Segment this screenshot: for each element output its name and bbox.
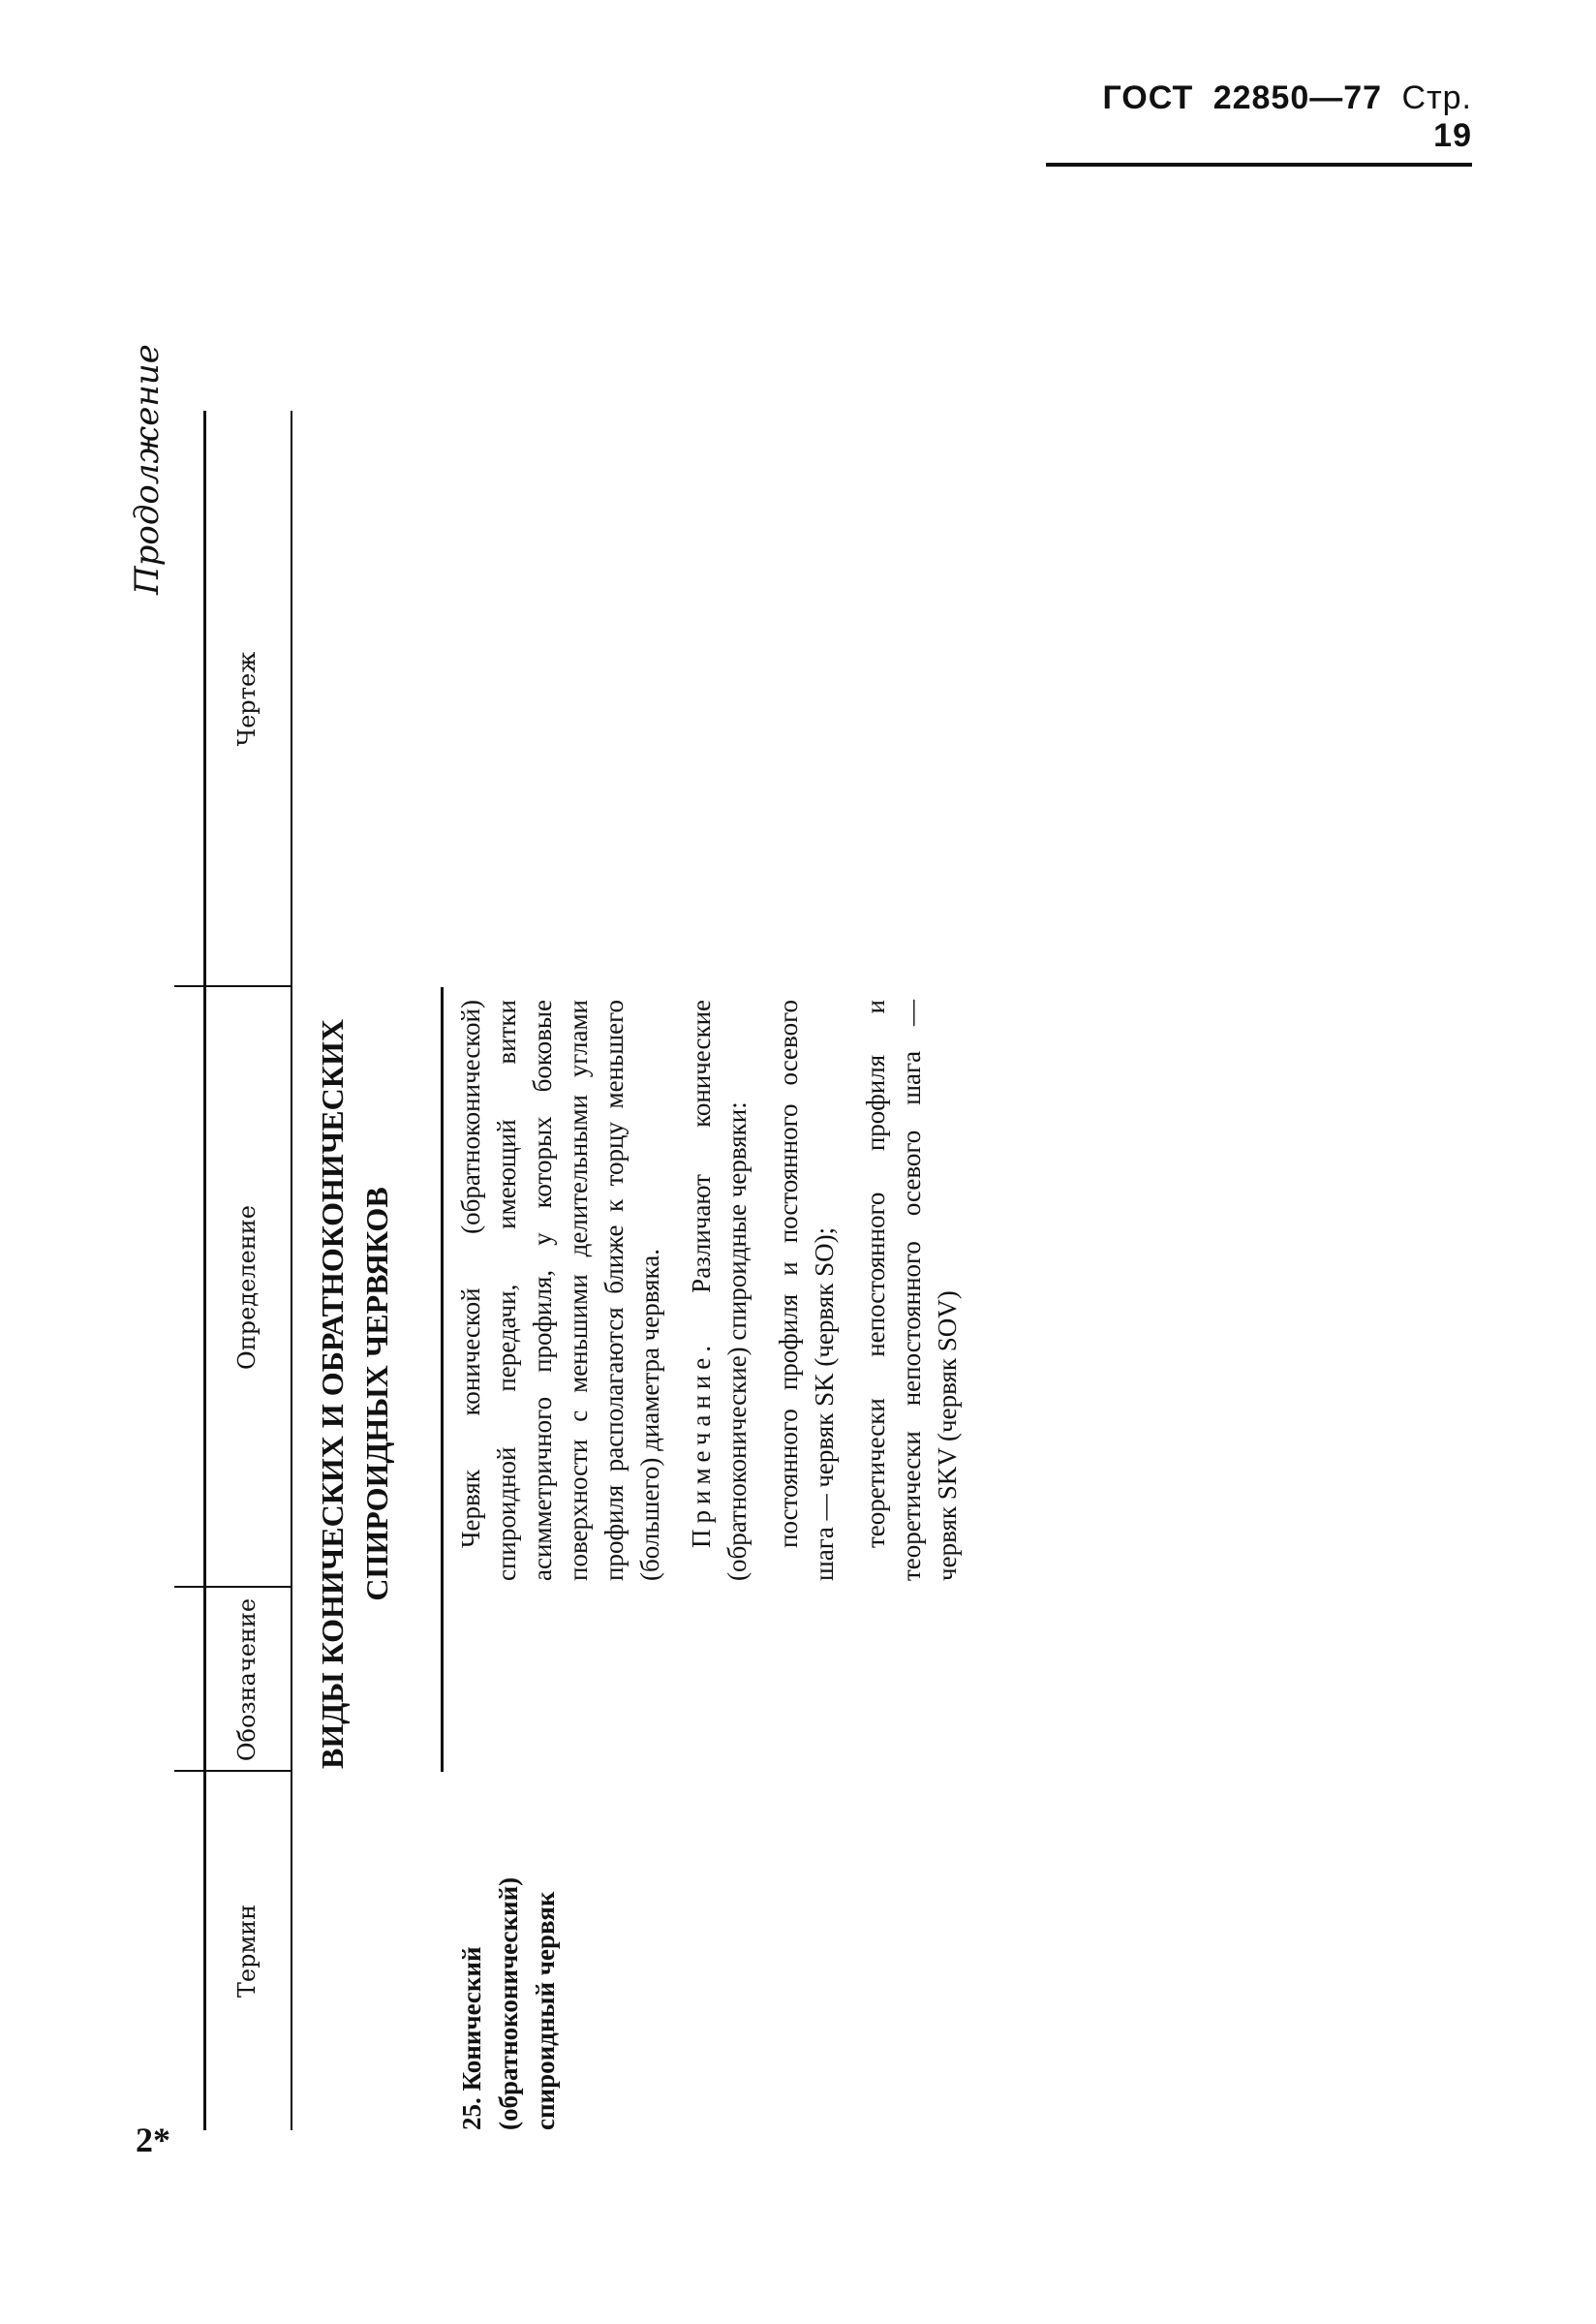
section-title — [310, 852, 399, 1937]
row-top-rule — [441, 987, 444, 1772]
section-title-line2: СПИРОИДНЫХ ЧЕРВЯКОВ — [359, 1187, 394, 1601]
note-intro: Различают конические (обратноконические) спироидные червяки: — [687, 999, 752, 1581]
signature-mark: 2* — [136, 2121, 170, 2159]
page-header — [1046, 79, 1472, 167]
column-header-designation: Обозначение — [233, 1597, 261, 1762]
term-line: спироидный червяк — [531, 1891, 560, 2130]
term-line: 25. Конический — [457, 1946, 486, 2130]
note-paragraph — [684, 1000, 755, 1581]
term-cell — [453, 1782, 564, 2130]
note-item: постоянного профиля и постоянного осевого шага — червяк SK (червяк SO); — [774, 1000, 839, 1581]
table-header-rule — [291, 411, 292, 2130]
definition-cell — [453, 1000, 966, 1581]
definition-text: Червяк конической (обратноконической) спироидной передачи, имеющий витки асимметричного профиля, у которых боковые поверхности с меньшими делительными углами профиля располагаются ближе к торцу меньшего (большего) диаметра червяка. — [456, 1000, 664, 1581]
continuation-label: Продолжение — [128, 344, 167, 595]
column-header-drawing: Чертеж — [233, 651, 261, 747]
section-title-line1: ВИДЫ КОНИЧЕСКИХ И ОБРАТНОКОНИЧЕСКИХ — [315, 1019, 350, 1769]
page-number: 19 — [1433, 117, 1472, 154]
term-line: (обратноконический) — [494, 1876, 523, 2130]
standard-number: 22850—77 — [1212, 79, 1383, 116]
column-header-term: Термин — [233, 1904, 261, 1999]
note-label: Примечание. — [687, 1339, 716, 1548]
note-item: теоретически непостоянного профиля и теоретически непостоянного осевого шага — червяк SKV (червяк SOV) — [861, 1000, 962, 1581]
page-label: Стр. — [1401, 79, 1472, 116]
rotated-table-area — [0, 344, 1596, 2324]
standard-label: ГОСТ — [1102, 79, 1194, 116]
column-header-definition: Определение — [233, 1205, 261, 1370]
